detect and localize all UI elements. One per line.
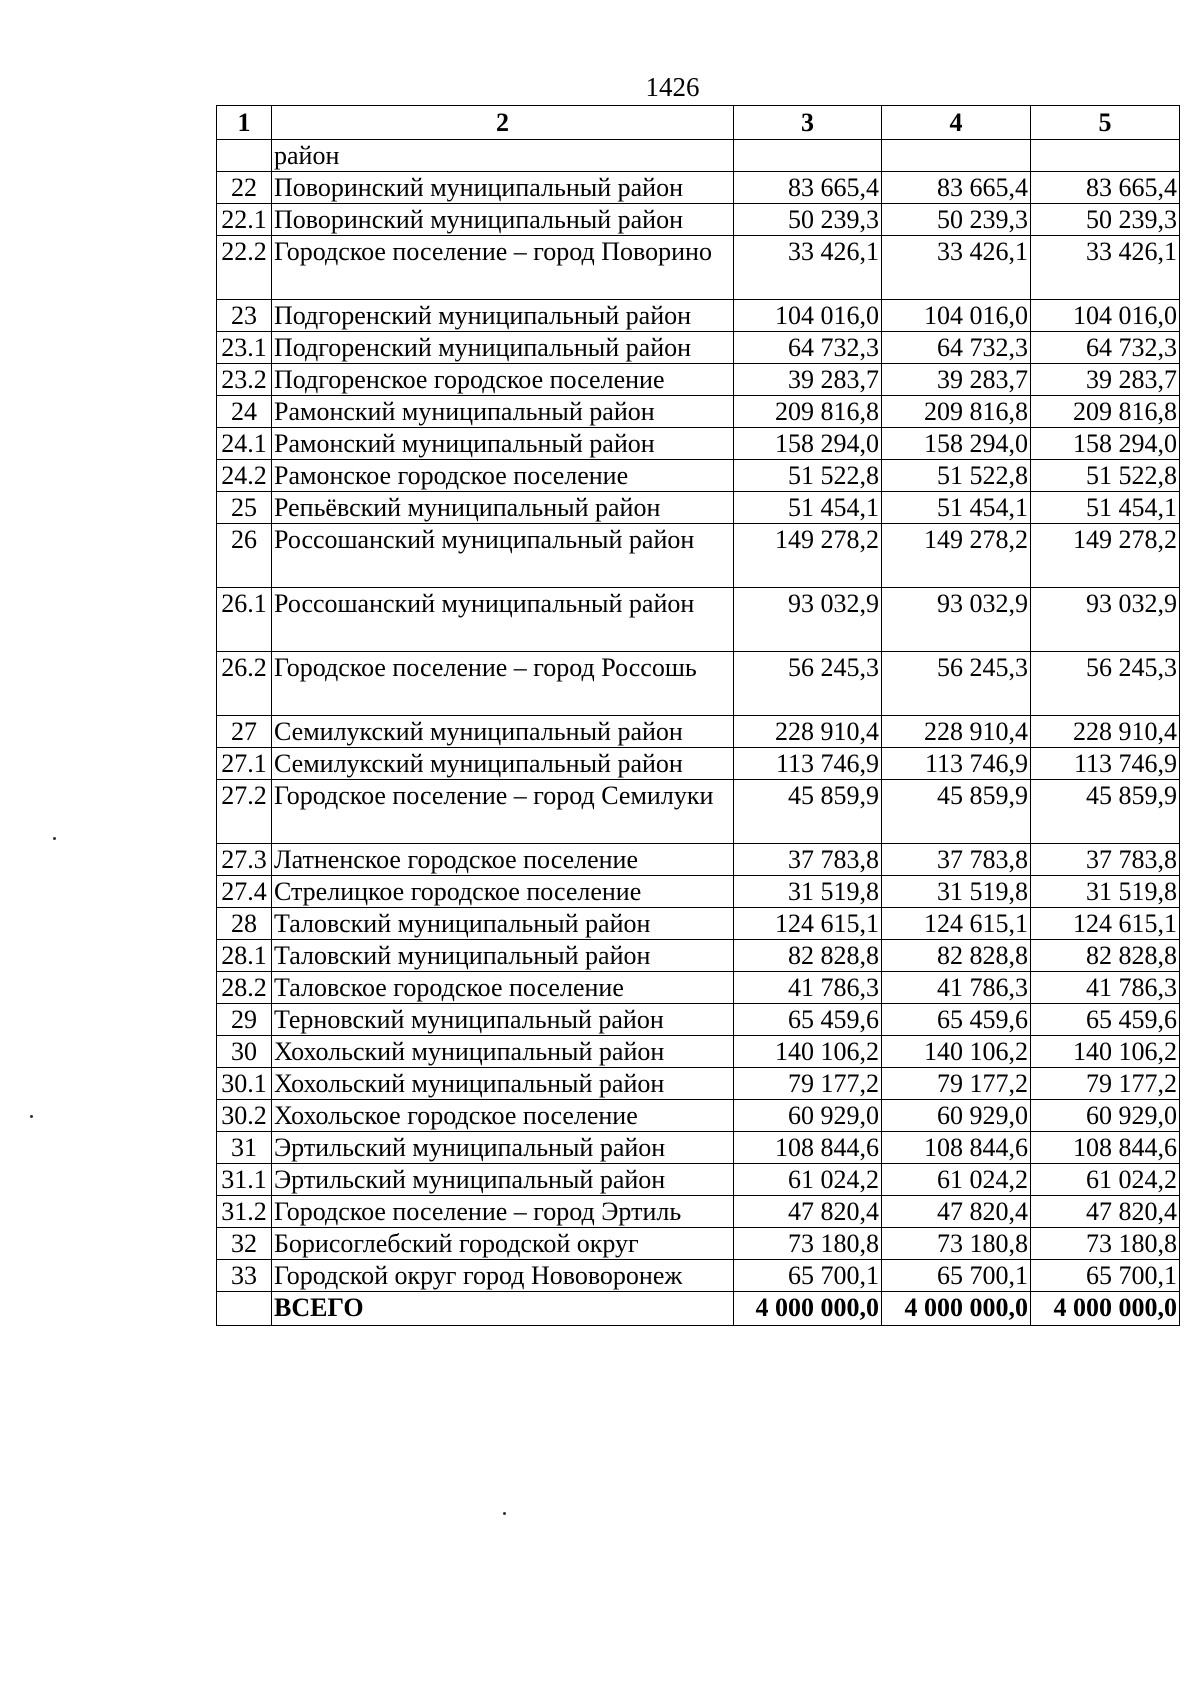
row-value-cell-5: 33 426,1 — [1031, 236, 1180, 300]
row-number-cell: 27.4 — [217, 876, 272, 908]
table-row — [217, 940, 1180, 972]
row-name-cell: Городское поселение – город Поворино — [272, 236, 734, 300]
row-number-cell: 28.2 — [217, 972, 272, 1004]
row-value-cell-5: 65 459,6 — [1031, 1004, 1180, 1036]
row-number-cell: 27.2 — [217, 780, 272, 844]
row-name-cell: Городское поселение – город Россошь — [272, 652, 734, 716]
row-number-cell: 22 — [217, 172, 272, 204]
row-number-cell: 31 — [217, 1132, 272, 1164]
row-value-cell-4: 82 828,8 — [882, 940, 1031, 972]
row-value-cell-5: 51 522,8 — [1031, 460, 1180, 492]
table-row — [217, 1068, 1180, 1100]
row-name-cell: Хохольское городское поселение — [272, 1100, 734, 1132]
row-value-cell-4: 51 522,8 — [882, 460, 1031, 492]
row-value-cell-5: 108 844,6 — [1031, 1132, 1180, 1164]
row-value-cell-3: 51 454,1 — [734, 492, 882, 524]
column-header-1: 1 — [217, 106, 272, 140]
table-row — [217, 716, 1180, 748]
row-name-cell: Семилукский муниципальный район — [272, 716, 734, 748]
row-value-cell-4: 108 844,6 — [882, 1132, 1031, 1164]
table-row — [217, 748, 1180, 780]
row-value-cell-5: 104 016,0 — [1031, 300, 1180, 332]
column-header-3: 3 — [734, 106, 882, 140]
row-value-cell-4: 113 746,9 — [882, 748, 1031, 780]
row-name-cell: Рамонское городское поселение — [272, 460, 734, 492]
page-number: 1426 — [645, 72, 700, 102]
row-name-cell: Городское поселение – город Эртиль — [272, 1196, 734, 1228]
row-value-cell-3: 113 746,9 — [734, 748, 882, 780]
table-row — [217, 332, 1180, 364]
row-value-cell-4: 83 665,4 — [882, 172, 1031, 204]
row-number-cell: 33 — [217, 1260, 272, 1292]
row-value-cell-3: 51 522,8 — [734, 460, 882, 492]
row-value-cell-5: 61 024,2 — [1031, 1164, 1180, 1196]
table-row — [217, 460, 1180, 492]
row-name-cell: Таловский муниципальный район — [272, 940, 734, 972]
column-header-2: 2 — [272, 106, 734, 140]
table-body — [217, 140, 1180, 1292]
row-name-cell: Городской округ город Нововоронеж — [272, 1260, 734, 1292]
row-name-cell: район — [272, 140, 734, 172]
row-value-cell-5: 140 106,2 — [1031, 1036, 1180, 1068]
row-number-cell: 31.1 — [217, 1164, 272, 1196]
row-name-cell: Рамонский муниципальный район — [272, 428, 734, 460]
table-row — [217, 300, 1180, 332]
row-value-cell-4: 37 783,8 — [882, 844, 1031, 876]
row-value-cell-5: 50 239,3 — [1031, 204, 1180, 236]
row-name-cell: Эртильский муниципальный район — [272, 1132, 734, 1164]
row-value-cell-3: 45 859,9 — [734, 780, 882, 844]
row-value-cell-3: 31 519,8 — [734, 876, 882, 908]
row-name-cell: Таловское городское поселение — [272, 972, 734, 1004]
row-value-cell-4: 93 032,9 — [882, 588, 1031, 652]
row-value-cell-3: 79 177,2 — [734, 1068, 882, 1100]
total-value-cell-5: 4 000 000,0 — [1031, 1292, 1180, 1326]
row-value-cell-4: 31 519,8 — [882, 876, 1031, 908]
total-label-cell: ВСЕГО — [272, 1292, 734, 1326]
table-row — [217, 204, 1180, 236]
row-value-cell-3: 209 816,8 — [734, 396, 882, 428]
row-value-cell-3: 33 426,1 — [734, 236, 882, 300]
row-name-cell: Россошанский муниципальный район — [272, 588, 734, 652]
table-row — [217, 876, 1180, 908]
row-name-cell: Таловский муниципальный район — [272, 908, 734, 940]
row-number-cell: 29 — [217, 1004, 272, 1036]
row-value-cell-3: 50 239,3 — [734, 204, 882, 236]
row-value-cell-3: 37 783,8 — [734, 844, 882, 876]
scan-speck — [30, 1115, 33, 1118]
row-value-cell-3: 83 665,4 — [734, 172, 882, 204]
row-value-cell-5: 83 665,4 — [1031, 172, 1180, 204]
row-value-cell-5: 93 032,9 — [1031, 588, 1180, 652]
row-name-cell: Рамонский муниципальный район — [272, 396, 734, 428]
row-number-cell — [217, 140, 272, 172]
row-value-cell-5: 51 454,1 — [1031, 492, 1180, 524]
table-row — [217, 972, 1180, 1004]
row-value-cell-3: 124 615,1 — [734, 908, 882, 940]
row-value-cell-3: 104 016,0 — [734, 300, 882, 332]
row-value-cell-4: 104 016,0 — [882, 300, 1031, 332]
row-value-cell-3: 65 459,6 — [734, 1004, 882, 1036]
table-row — [217, 1196, 1180, 1228]
row-number-cell: 28.1 — [217, 940, 272, 972]
row-name-cell: Городское поселение – город Семилуки — [272, 780, 734, 844]
row-number-cell: 23.2 — [217, 364, 272, 396]
row-value-cell-3: 39 283,7 — [734, 364, 882, 396]
table-row — [217, 1132, 1180, 1164]
row-value-cell-5: 37 783,8 — [1031, 844, 1180, 876]
table-row — [217, 524, 1180, 588]
row-value-cell-4: 209 816,8 — [882, 396, 1031, 428]
row-value-cell-5: 45 859,9 — [1031, 780, 1180, 844]
row-value-cell-4: 140 106,2 — [882, 1036, 1031, 1068]
row-value-cell-4: 65 459,6 — [882, 1004, 1031, 1036]
row-value-cell-5: 39 283,7 — [1031, 364, 1180, 396]
row-name-cell: Репьёвский муниципальный район — [272, 492, 734, 524]
row-value-cell-5: 65 700,1 — [1031, 1260, 1180, 1292]
row-name-cell: Россошанский муниципальный район — [272, 524, 734, 588]
row-value-cell-3: 228 910,4 — [734, 716, 882, 748]
row-value-cell-5: 79 177,2 — [1031, 1068, 1180, 1100]
scan-speck — [53, 837, 56, 840]
total-number-cell — [217, 1292, 272, 1326]
row-value-cell-3: 61 024,2 — [734, 1164, 882, 1196]
table-row — [217, 1100, 1180, 1132]
row-value-cell-4: 61 024,2 — [882, 1164, 1031, 1196]
row-name-cell: Стрелицкое городское поселение — [272, 876, 734, 908]
row-name-cell: Терновский муниципальный район — [272, 1004, 734, 1036]
row-value-cell-4: 50 239,3 — [882, 204, 1031, 236]
row-value-cell-5: 73 180,8 — [1031, 1228, 1180, 1260]
table-row — [217, 1004, 1180, 1036]
table-row — [217, 1260, 1180, 1292]
row-number-cell: 23.1 — [217, 332, 272, 364]
row-name-cell: Подгоренское городское поселение — [272, 364, 734, 396]
row-value-cell-4: 149 278,2 — [882, 524, 1031, 588]
row-number-cell: 30 — [217, 1036, 272, 1068]
row-value-cell-3: 108 844,6 — [734, 1132, 882, 1164]
row-number-cell: 32 — [217, 1228, 272, 1260]
column-header-4: 4 — [882, 106, 1031, 140]
table-row — [217, 844, 1180, 876]
row-value-cell-3: 64 732,3 — [734, 332, 882, 364]
row-value-cell-4: 228 910,4 — [882, 716, 1031, 748]
row-number-cell: 23 — [217, 300, 272, 332]
table-row — [217, 396, 1180, 428]
row-value-cell-4: 158 294,0 — [882, 428, 1031, 460]
table-row — [217, 236, 1180, 300]
row-value-cell-3: 41 786,3 — [734, 972, 882, 1004]
table-row — [217, 428, 1180, 460]
row-name-cell: Хохольский муниципальный район — [272, 1036, 734, 1068]
row-number-cell: 24.1 — [217, 428, 272, 460]
row-number-cell: 26.1 — [217, 588, 272, 652]
row-name-cell: Семилукский муниципальный район — [272, 748, 734, 780]
row-value-cell-5: 60 929,0 — [1031, 1100, 1180, 1132]
row-number-cell: 22.2 — [217, 236, 272, 300]
row-number-cell: 24.2 — [217, 460, 272, 492]
row-value-cell-5: 82 828,8 — [1031, 940, 1180, 972]
row-number-cell: 25 — [217, 492, 272, 524]
row-value-cell-3: 140 106,2 — [734, 1036, 882, 1068]
table-header-row — [217, 106, 1180, 140]
table-row — [217, 492, 1180, 524]
row-number-cell: 22.1 — [217, 204, 272, 236]
table-row — [217, 172, 1180, 204]
table-row — [217, 588, 1180, 652]
table-row — [217, 1164, 1180, 1196]
row-number-cell: 28 — [217, 908, 272, 940]
row-value-cell-5: 149 278,2 — [1031, 524, 1180, 588]
row-value-cell-4: 33 426,1 — [882, 236, 1031, 300]
row-number-cell: 26 — [217, 524, 272, 588]
total-value-cell-3: 4 000 000,0 — [734, 1292, 882, 1326]
row-value-cell-5: 64 732,3 — [1031, 332, 1180, 364]
table-row — [217, 140, 1180, 172]
row-name-cell: Подгоренский муниципальный район — [272, 300, 734, 332]
row-value-cell-5: 31 519,8 — [1031, 876, 1180, 908]
row-number-cell: 27 — [217, 716, 272, 748]
row-value-cell-5: 41 786,3 — [1031, 972, 1180, 1004]
row-value-cell-4 — [882, 140, 1031, 172]
row-value-cell-4: 45 859,9 — [882, 780, 1031, 844]
scan-speck — [503, 1512, 506, 1515]
row-value-cell-5: 158 294,0 — [1031, 428, 1180, 460]
row-value-cell-3: 65 700,1 — [734, 1260, 882, 1292]
row-value-cell-4: 51 454,1 — [882, 492, 1031, 524]
row-number-cell: 26.2 — [217, 652, 272, 716]
row-value-cell-4: 65 700,1 — [882, 1260, 1031, 1292]
row-value-cell-3: 60 929,0 — [734, 1100, 882, 1132]
row-value-cell-5 — [1031, 140, 1180, 172]
row-name-cell: Хохольский муниципальный район — [272, 1068, 734, 1100]
row-value-cell-5: 113 746,9 — [1031, 748, 1180, 780]
row-value-cell-5: 209 816,8 — [1031, 396, 1180, 428]
row-value-cell-3: 158 294,0 — [734, 428, 882, 460]
row-value-cell-4: 73 180,8 — [882, 1228, 1031, 1260]
row-name-cell: Борисоглебский городской округ — [272, 1228, 734, 1260]
row-number-cell: 30.1 — [217, 1068, 272, 1100]
row-value-cell-4: 64 732,3 — [882, 332, 1031, 364]
table-row — [217, 1228, 1180, 1260]
total-row — [217, 1292, 1180, 1326]
row-name-cell: Эртильский муниципальный район — [272, 1164, 734, 1196]
row-value-cell-3: 82 828,8 — [734, 940, 882, 972]
table-row — [217, 652, 1180, 716]
row-value-cell-3 — [734, 140, 882, 172]
row-value-cell-3: 56 245,3 — [734, 652, 882, 716]
row-value-cell-4: 47 820,4 — [882, 1196, 1031, 1228]
row-name-cell: Поворинский муниципальный район — [272, 204, 734, 236]
row-value-cell-5: 56 245,3 — [1031, 652, 1180, 716]
total-value-cell-4: 4 000 000,0 — [882, 1292, 1031, 1326]
row-value-cell-4: 60 929,0 — [882, 1100, 1031, 1132]
budget-table — [216, 105, 1180, 1326]
row-value-cell-4: 79 177,2 — [882, 1068, 1031, 1100]
row-number-cell: 31.2 — [217, 1196, 272, 1228]
row-value-cell-3: 93 032,9 — [734, 588, 882, 652]
row-value-cell-5: 124 615,1 — [1031, 908, 1180, 940]
row-number-cell: 27.3 — [217, 844, 272, 876]
row-number-cell: 27.1 — [217, 748, 272, 780]
table-row — [217, 908, 1180, 940]
row-value-cell-4: 39 283,7 — [882, 364, 1031, 396]
row-name-cell: Подгоренский муниципальный район — [272, 332, 734, 364]
row-number-cell: 30.2 — [217, 1100, 272, 1132]
row-value-cell-4: 124 615,1 — [882, 908, 1031, 940]
row-value-cell-5: 228 910,4 — [1031, 716, 1180, 748]
row-value-cell-4: 56 245,3 — [882, 652, 1031, 716]
table-row — [217, 364, 1180, 396]
row-name-cell: Поворинский муниципальный район — [272, 172, 734, 204]
row-value-cell-3: 73 180,8 — [734, 1228, 882, 1260]
row-value-cell-3: 149 278,2 — [734, 524, 882, 588]
table-row — [217, 780, 1180, 844]
row-value-cell-4: 41 786,3 — [882, 972, 1031, 1004]
row-value-cell-3: 47 820,4 — [734, 1196, 882, 1228]
row-number-cell: 24 — [217, 396, 272, 428]
column-header-5: 5 — [1031, 106, 1180, 140]
row-name-cell: Латненское городское поселение — [272, 844, 734, 876]
table-row — [217, 1036, 1180, 1068]
row-value-cell-5: 47 820,4 — [1031, 1196, 1180, 1228]
